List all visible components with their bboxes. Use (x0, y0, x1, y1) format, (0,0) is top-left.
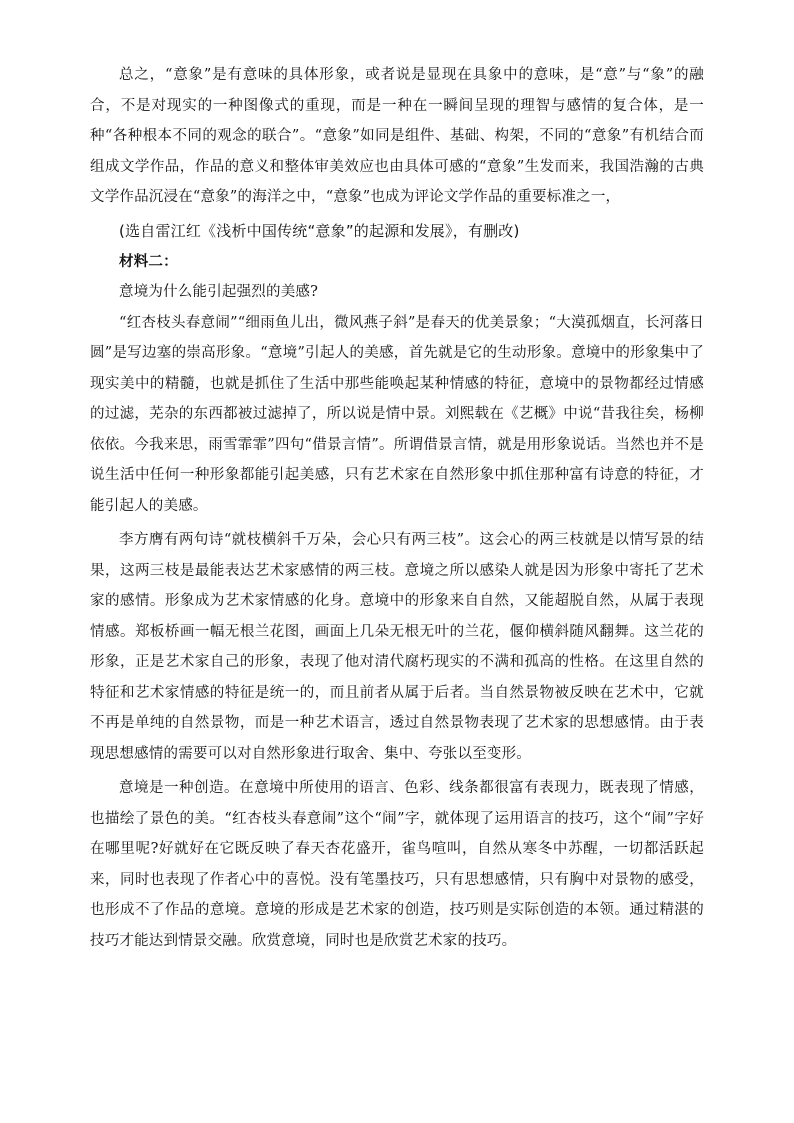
material-two-heading: 材料二： (119, 252, 178, 270)
document-page (90, 60, 704, 956)
question-line: 意境为什么能引起强烈的美感? (119, 284, 319, 300)
source-citation: (选自雷江红《浅析中国传统“意象”的起源和发展》，有删改) (119, 221, 520, 240)
paragraph-vivid-image: “红杏枝头春意闹”“细雨鱼儿出，微风燕子斜”是春天的优美景象；“大漠孤烟直，长河落日圆”是写边塞的崇高形象。“意境”引起人的美感，首先就是它的生动形象。意境中的形象集中了现实美中的精髓，也就是抓住了生活中那些能唤起某种情感的特征，意境中的景物都经过情感的过滤，芜杂的东西都被过滤掉了，所以说是情中景。刘熙载在《艺概》中说“昔我往矣，杨柳依依。今我来思，雨雪霏霏”四句“借景言情”。所谓借景言情，就是用形象说话。当然也并不是说生活中任何一种形象都能引起美感，只有艺术家在自然形象中抓住那种富有诗意的特征，才能引起人的美感。 (90, 314, 704, 514)
paragraph-emotion-image: 李方膺有两句诗“就枝横斜千万朵，会心只有两三枝”。这会心的两三枝就是以情写景的结果，这两三枝是最能表达艺术家感情的两三枝。意境之所以感染人就是因为形象中寄托了艺术家的感情。形象成为艺术家情感的化身。意境中的形象来自自然，又能超脱自然，从属于表现情感。郑板桥画一幅无根兰花图，画面上几朵无根无叶的兰花，偃仰横斜随风翻舞。这兰花的形象，正是艺术家自己的形象，表现了他对清代腐朽现实的不满和孤高的性格。在这里自然的特征和艺术家情感的特征是统一的，而且前者从属于后者。当自然景物被反映在艺术中，它就不再是单纯的自然景物，而是一种艺术语言，透过自然景物表现了艺术家的思想感情。由于表现思想感情的需要可以对自然形象进行取舍、集中、夸张以至变形。 (90, 532, 704, 762)
paragraph-creation: 意境是一种创造。在意境中所使用的语言、色彩、线条都很富有表现力，既表现了情感，也描绘了景色的美。“红杏枝头春意闹”这个“闹”字，就体现了运用语言的技巧，这个“闹”字好在哪里呢?好就好在它既反映了春天杏花盛开，雀鸟喧叫，自然从寒冬中苏醒，一切都活跃起来，同时也表现了作者心中的喜悦。没有笔墨技巧，只有思想感情，只有胸中对景物的感受，也形成不了作品的意境。意境的形成是艺术家的创造，技巧则是实际创造的本领。通过精湛的技巧才能达到情景交融。欣赏意境，同时也是欣赏艺术家的技巧。 (90, 780, 704, 949)
paragraph-yixiang-summary: 总之，“意象”是有意味的具体形象，或者说是显现在具象中的意味，是“意”与“象”的融合，不是对现实的一种图像式的重现，而是一种在一瞬间呈现的理智与感情的复合体，是一种“各种根本不同的观念的联合”。“意象”如同是组件、基础、构架，不同的“意象”有机结合而组成文学作品，作品的意义和整体审美效应也由具体可感的“意象”生发而来，我国浩瀚的古典文学作品沉浸在“意象”的海洋之中，“意象”也成为评论文学作品的重要标准之一， (90, 67, 704, 205)
